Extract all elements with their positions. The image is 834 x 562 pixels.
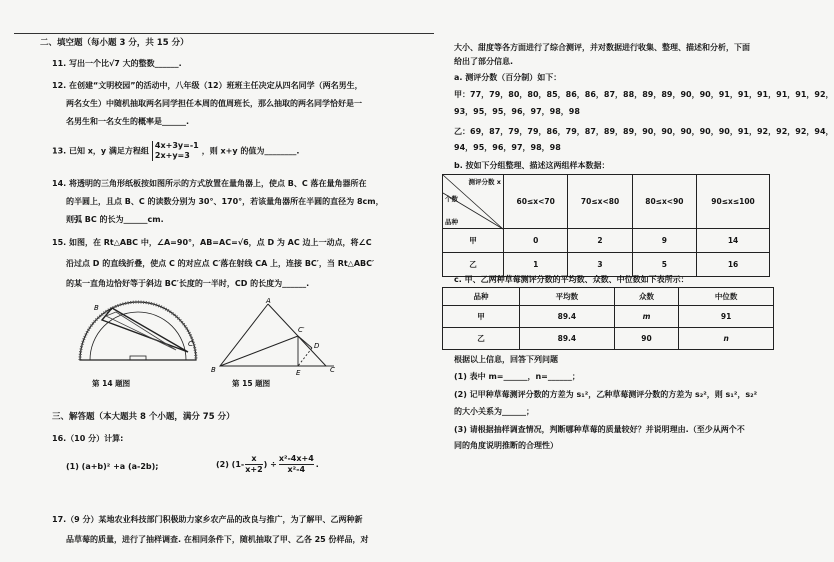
- jia-scores-line1: 甲：77，79，80，80，85，86，86，87，88，89，89，90，90，91，91，91，91，91，92，: [454, 90, 834, 99]
- table2-header-3: 众数: [614, 288, 679, 306]
- right-column: [442, 0, 834, 562]
- question-15-line1: 15. 如图，在 Rt△ABC 中，∠A=90°，AB=AC=√6，点 D 为 AC 边上一动点，将∠C: [52, 238, 372, 247]
- table2-cell: 91: [679, 306, 774, 328]
- fraction-2: [279, 454, 314, 475]
- table2-cell: n: [679, 328, 774, 350]
- q16-2-suffix: .: [315, 459, 319, 469]
- table-row: [443, 229, 770, 253]
- question-16: 16.（10 分）计算:: [52, 434, 124, 443]
- equation-2: 2x+y=3: [154, 151, 190, 160]
- figure-14-protractor: [72, 290, 202, 372]
- equation-1: 4x+3y=-1: [154, 141, 199, 150]
- part-2-line1: (2) 记甲种草莓测评分数的方差为 s₁²，乙种草莓测评分数的方差为 s₂²，则 s₁²，s₂²: [454, 390, 758, 399]
- table1-cell: 3: [568, 253, 632, 277]
- question-16-part1: (1) (a+b)² +a (a-2b);: [66, 462, 159, 471]
- figure-14-caption: 第 14 题图: [92, 379, 131, 388]
- table2-row-jia-name: 甲: [443, 306, 520, 328]
- fig15-label-c: C: [330, 366, 335, 374]
- question-17-line2: 品草莓的质量，进行了抽样调查. 在相同条件下，随机抽取了甲、乙各 25 份样品，对: [66, 535, 369, 544]
- fraction-1-numerator: x: [245, 454, 262, 465]
- question-17-line1: 17.（9 分）某地农业科技部门积极助力家乡农产品的改良与推广，为了解甲、乙两种新: [52, 515, 363, 524]
- fig15-label-cprime: C′: [298, 326, 305, 334]
- table1-corner-cell: [443, 175, 504, 229]
- question-12-line3: 名男生和一名女生的概率是______.: [66, 117, 190, 126]
- table1-header-2: 70≤x<80: [568, 175, 632, 229]
- question-14-line3: 则弧 BC 的长为______cm.: [66, 215, 164, 224]
- table1-row-yi-name: 乙: [443, 253, 504, 277]
- yi-scores-line1: 乙：69，87，79，79，86，79，87，89，89，90，90，90，90，90，91，92，92，92，94，: [454, 127, 834, 136]
- table1-row-jia-name: 甲: [443, 229, 504, 253]
- table1-header-4: 90≤x≤100: [697, 175, 770, 229]
- table2-cell: 89.4: [520, 306, 615, 328]
- answer-intro: 根据以上信息，回答下列问题: [454, 355, 558, 364]
- table2-cell: m: [614, 306, 679, 328]
- table1-cell: 9: [632, 229, 696, 253]
- fig15-label-a: A: [266, 297, 271, 305]
- question-15-line2: 沿过点 D 的直线折叠，使点 C 的对应点 C′落在射线 CA 上，连接 BC′，当 Rt△ABC′: [66, 259, 375, 268]
- table2-cell: 89.4: [520, 328, 615, 350]
- fraction-2-numerator: x²-4x+4: [278, 454, 314, 463]
- table2-header-1: 品种: [443, 288, 520, 306]
- fraction-1-denominator: x+2: [245, 465, 263, 474]
- part-2-line2: 的大小关系为______；: [454, 407, 534, 416]
- yi-scores-line2: 94，95，96，97，98，98: [454, 143, 561, 152]
- table2-cell: 90: [614, 328, 679, 350]
- table-row: [443, 253, 770, 277]
- section2-header: 二、填空题（每小题 3 分，共 15 分）: [40, 38, 189, 48]
- info-c-label: c. 甲、乙两种草莓测评分数的平均数、众数、中位数如下表所示：: [454, 275, 689, 284]
- table1-cell: 1: [504, 253, 568, 277]
- table-row: [443, 328, 774, 350]
- table2-header-4: 中位数: [679, 288, 774, 306]
- corner-mid-label: 个数: [445, 195, 458, 203]
- equation-system: [152, 141, 199, 161]
- statistics-table: [442, 287, 774, 350]
- fig15-label-d: D: [314, 342, 320, 350]
- q16-2-prefix: (2) (1-: [216, 459, 245, 469]
- question-13: [52, 141, 299, 161]
- continuation-line2: 给出了部分信息.: [454, 57, 514, 66]
- fig14-label-c: C: [188, 340, 193, 348]
- table1-cell: 14: [697, 229, 770, 253]
- corner-top-label: 测评分数 x: [468, 178, 501, 186]
- q16-2-mid: ) ÷: [263, 459, 277, 469]
- part-3-line1: (3) 请根据抽样调查情况，判断哪种草莓的质量较好？并说明理由.（至少从两个不: [454, 425, 745, 434]
- table2-row-yi-name: 乙: [443, 328, 520, 350]
- table1-header-row: [443, 175, 770, 229]
- fig14-label-b: B: [94, 304, 99, 312]
- jia-scores-line2: 93，95，95，96，97，98，98: [454, 107, 580, 116]
- question-13-prefix: 13. 已知 x，y 满足方程组: [52, 146, 149, 156]
- question-13-suffix: ，则 x+y 的值为________.: [201, 146, 300, 156]
- fraction-1: [245, 454, 262, 475]
- table1-cell: 2: [568, 229, 632, 253]
- figure-15-caption: 第 15 题图: [232, 379, 271, 388]
- table1-cell: 5: [632, 253, 696, 277]
- section3-header: 三、解答题（本大题共 8 个小题，满分 75 分）: [52, 412, 235, 422]
- question-14-line2: 的半圆上，且点 B、C 的读数分别为 30°、170°，若该量角器所在半圆的直径为 8cm，: [66, 197, 384, 206]
- table2-header-row: [443, 288, 774, 306]
- fraction-2-denominator: x²-4: [287, 465, 306, 474]
- question-12-line2: 两名女生）中随机抽取两名同学担任本周的值周班长，那么抽取的两名同学恰好是一: [66, 99, 362, 108]
- corner-bottom-label: 品种: [445, 218, 458, 226]
- figure-15-triangle: [208, 296, 342, 376]
- question-11: 11. 写出一个比√7 大的整数______.: [52, 59, 182, 68]
- info-b-label: b. 按如下分组整理、描述这两组样本数据：: [454, 161, 610, 170]
- part-1: (1) 表中 m=______，n=______；: [454, 372, 580, 381]
- table-row: [443, 306, 774, 328]
- part-3-line2: 同的角度说明推断的合理性）: [454, 441, 558, 450]
- question-16-part2: [216, 454, 319, 475]
- fig15-label-e: E: [296, 369, 301, 377]
- question-14-line1: 14. 将透明的三角形纸板按如图所示的方式放置在量角器上，使点 B、C 落在量角器所在: [52, 179, 367, 188]
- table1-header-1: 60≤x<70: [504, 175, 568, 229]
- info-a-label: a. 测评分数（百分制）如下：: [454, 73, 562, 82]
- fig15-label-b: B: [211, 366, 216, 374]
- continuation-line1: 大小、甜度等各方面进行了综合测评，并对数据进行收集、整理、描述和分析，下面: [454, 43, 750, 52]
- header-rule: [14, 33, 434, 34]
- grouped-frequency-table: [442, 174, 770, 277]
- table1-header-3: 80≤x<90: [632, 175, 696, 229]
- table1-cell: 0: [504, 229, 568, 253]
- table1-cell: 16: [697, 253, 770, 277]
- question-12-line1: 12. 在创建“文明校园”的活动中，八年级（12）班班主任决定从四名同学（两名男生，: [52, 81, 363, 90]
- question-15-line3: 的某一直角边恰好等于斜边 BC′长度的一半时，CD 的长度为______.: [66, 279, 310, 288]
- table2-header-2: 平均数: [520, 288, 615, 306]
